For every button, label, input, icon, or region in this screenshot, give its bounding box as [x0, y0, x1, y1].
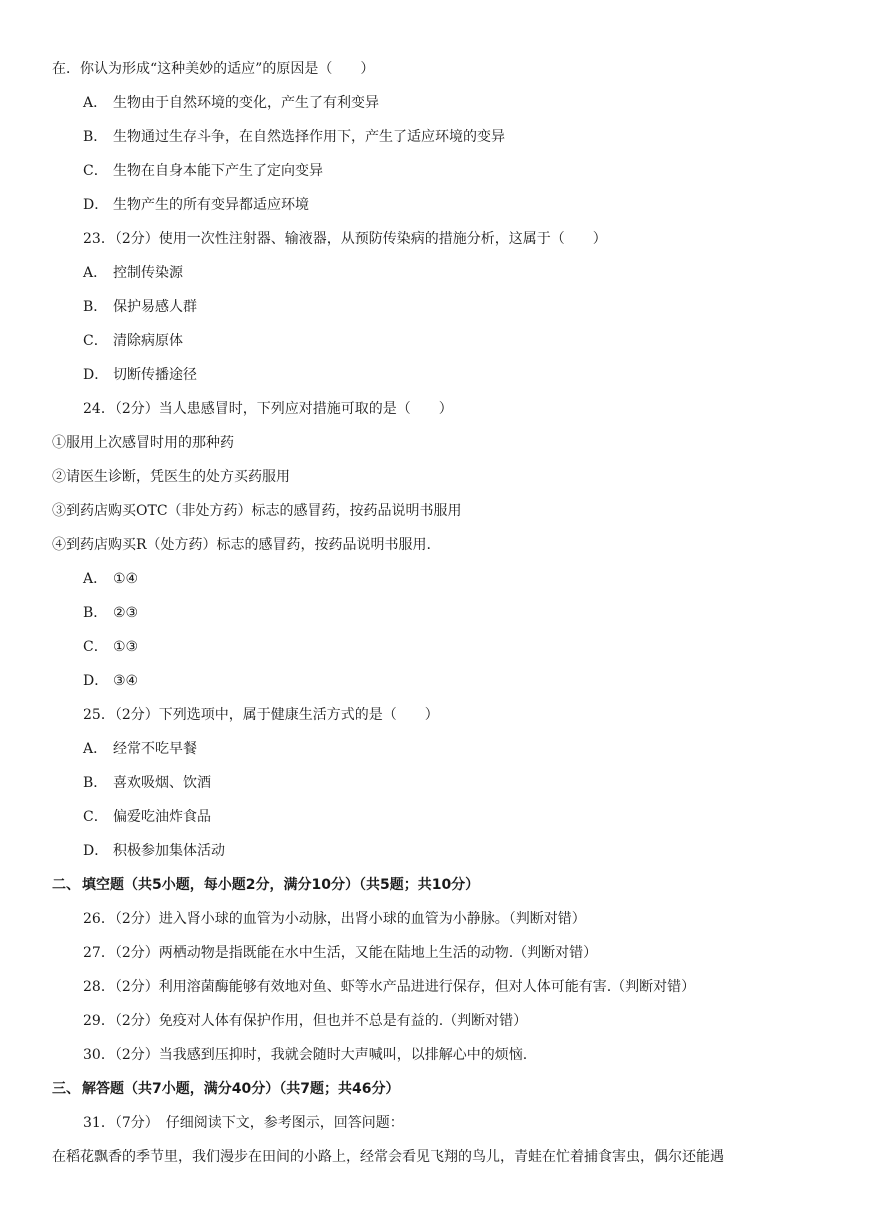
q22-option-c — [83, 161, 323, 181]
option-text: 偏爱吃油炸食品 — [113, 809, 211, 825]
q24-option-c — [83, 637, 138, 657]
option-letter: B． — [83, 299, 108, 315]
q22-option-b — [83, 127, 505, 147]
option-letter: D． — [83, 673, 109, 689]
option-text: 切断传播途径 — [113, 367, 197, 383]
q24-item-4: ④到药店购买R（处方药）标志的感冒药，按药品说明书服用. — [52, 537, 431, 553]
section-number: 二、 — [52, 877, 80, 893]
option-letter: B． — [83, 775, 108, 791]
option-letter: A． — [83, 571, 108, 587]
q23-option-b — [83, 297, 197, 317]
option-text: 生物由于自然环境的变化，产生了有利变异 — [113, 95, 379, 111]
option-text: 积极参加集体活动 — [113, 843, 225, 859]
option-text: 生物产生的所有变异都适应环境 — [113, 197, 309, 213]
q24-option-a — [83, 569, 138, 589]
option-letter: C． — [83, 333, 108, 349]
q24-item-2: ②请医生诊断，凭医生的处方买药服用 — [52, 469, 290, 485]
option-letter: B． — [83, 129, 108, 145]
option-letter: A． — [83, 265, 108, 281]
q25-option-c — [83, 807, 211, 827]
option-letter: D． — [83, 367, 109, 383]
q25-option-a — [83, 739, 197, 759]
option-text: ①③ — [113, 639, 139, 655]
q24-item-1: ①服用上次感冒时用的那种药 — [52, 435, 234, 451]
question-26: 26．（2分）进入肾小球的血管为小动脉，出肾小球的血管为小静脉。（判断对错） — [83, 911, 586, 927]
q24-option-d — [83, 671, 138, 691]
option-text: ①④ — [113, 571, 139, 587]
option-letter: C． — [83, 809, 108, 825]
option-text: 保护易感人群 — [113, 299, 197, 315]
section-title: 填空题（共5小题，每小题2分，满分10分）（共5题；共10分） — [82, 877, 480, 893]
option-text: 清除病原体 — [113, 333, 183, 349]
section-2-heading — [52, 875, 479, 895]
question-25-stem: 25．（2分）下列选项中，属于健康生活方式的是（ ） — [83, 707, 439, 723]
q23-option-a — [83, 263, 183, 283]
option-letter: A． — [83, 95, 108, 111]
option-letter: D． — [83, 843, 109, 859]
option-text: 喜欢吸烟、饮酒 — [113, 775, 211, 791]
question-28: 28．（2分）利用溶菌酶能够有效地对鱼、虾等水产品进进行保存，但对人体可能有害.（判断对错） — [83, 979, 696, 995]
q25-option-d — [83, 841, 225, 861]
question-30: 30．（2分）当我感到压抑时，我就会随时大声喊叫，以排解心中的烦恼. — [83, 1047, 528, 1063]
option-text: 生物通过生存斗争，在自然选择作用下，产生了适应环境的变异 — [113, 129, 505, 145]
option-letter: A． — [83, 741, 108, 757]
section-title: 解答题（共7小题，满分40分）（共7题；共46分） — [82, 1081, 400, 1097]
section-3-heading — [52, 1079, 399, 1099]
q25-option-b — [83, 773, 211, 793]
q24-option-b — [83, 603, 138, 623]
q22-option-a — [83, 93, 379, 113]
question-31-passage: 在稻花飘香的季节里，我们漫步在田间的小路上，经常会看见飞翔的鸟儿，青蛙在忙着捕食害虫，偶尔还能遇 — [52, 1149, 724, 1165]
section-number: 三、 — [52, 1081, 80, 1097]
question-27: 27．（2分）两栖动物是指既能在水中生活，又能在陆地上生活的动物.（判断对错） — [83, 945, 598, 961]
option-letter: D． — [83, 197, 109, 213]
q22-option-d — [83, 195, 309, 215]
option-text: 控制传染源 — [113, 265, 183, 281]
question-29: 29．（2分）免疫对人体有保护作用，但也并不总是有益的.（判断对错） — [83, 1013, 528, 1029]
question-24-stem: 24．（2分）当人患感冒时，下列应对措施可取的是（ ） — [83, 401, 453, 417]
option-letter: B． — [83, 605, 108, 621]
q23-option-d — [83, 365, 197, 385]
option-letter: C． — [83, 639, 108, 655]
question-31-stem: 31．（7分） 仔细阅读下文，参考图示，回答问题： — [83, 1115, 404, 1131]
question-23-stem: 23．（2分）使用一次性注射器、输液器，从预防传染病的措施分析，这属于（ ） — [83, 231, 607, 247]
option-letter: C． — [83, 163, 108, 179]
question-22-continuation: 在．你认为形成“这种美妙的适应”的原因是（ ） — [52, 61, 375, 77]
q23-option-c — [83, 331, 183, 351]
option-text: 经常不吃早餐 — [113, 741, 197, 757]
q24-item-3: ③到药店购买OTC（非处方药）标志的感冒药，按药品说明书服用 — [52, 503, 462, 519]
option-text: ③④ — [113, 673, 139, 689]
option-text: ②③ — [113, 605, 139, 621]
option-text: 生物在自身本能下产生了定向变异 — [113, 163, 323, 179]
